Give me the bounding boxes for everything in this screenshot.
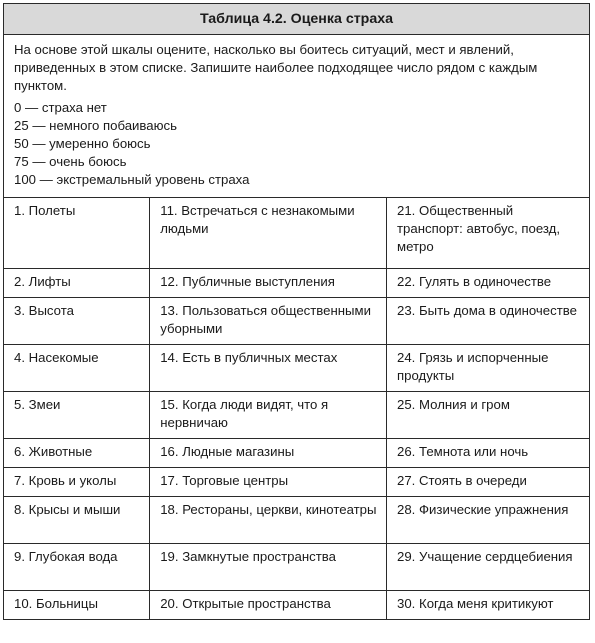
table-cell: 11. Встречаться с незнакомыми людьми xyxy=(150,198,387,269)
table-cell: 2. Лифты xyxy=(4,269,150,298)
table-cell: 16. Людные магазины xyxy=(150,439,387,468)
table-cell: 17. Торговые центры xyxy=(150,468,387,497)
table-row xyxy=(4,198,590,269)
table-row xyxy=(4,392,590,439)
table-cell: 19. Замкнутые пространства xyxy=(150,544,387,591)
table-cell: 1. Полеты xyxy=(4,198,150,269)
scale-level-100: 100 — экстремальный уровень страха xyxy=(14,172,250,187)
table-cell: 12. Публичные выступления xyxy=(150,269,387,298)
fear-rating-table xyxy=(3,3,590,620)
table-row xyxy=(4,544,590,591)
table-title: Таблица 4.2. Оценка страха xyxy=(4,4,590,35)
table-row xyxy=(4,345,590,392)
table-cell: 27. Стоять в очереди xyxy=(387,468,590,497)
instructions-text: На основе этой шкалы оцените, насколько вы боитесь ситуаций, мест и явлений, приведенных в этом списке. Запишите наиболее подходящее число рядом с каждым пунктом. xyxy=(14,42,538,93)
instructions-cell xyxy=(4,35,590,198)
table-cell: 9. Глубокая вода xyxy=(4,544,150,591)
scale-level-25: 25 — немного побаиваюсь xyxy=(14,118,177,133)
table-row xyxy=(4,439,590,468)
table-cell: 15. Когда люди видят, что я нервничаю xyxy=(150,392,387,439)
table-row xyxy=(4,269,590,298)
table-cell: 20. Открытые пространства xyxy=(150,591,387,620)
table-cell: 6. Животные xyxy=(4,439,150,468)
table-cell: 30. Когда меня критикуют xyxy=(387,591,590,620)
table-title-row xyxy=(4,4,590,35)
table-cell: 10. Больницы xyxy=(4,591,150,620)
table-cell: 21. Общественный транспорт: автобус, поезд, метро xyxy=(387,198,590,269)
table-cell: 7. Кровь и уколы xyxy=(4,468,150,497)
table-cell: 29. Учащение сердцебиения xyxy=(387,544,590,591)
scale-level-0: 0 — страха нет xyxy=(14,100,107,115)
scale-level-75: 75 — очень боюсь xyxy=(14,154,127,169)
table-cell: 24. Грязь и испорченные продукты xyxy=(387,345,590,392)
table-cell: 5. Змеи xyxy=(4,392,150,439)
table-cell: 3. Высота xyxy=(4,298,150,345)
instructions-row xyxy=(4,35,590,198)
table-cell: 8. Крысы и мыши xyxy=(4,497,150,544)
table-cell: 22. Гулять в одиночестве xyxy=(387,269,590,298)
fear-rating-document xyxy=(3,3,590,620)
table-row xyxy=(4,497,590,544)
table-cell: 13. Пользоваться общественными уборными xyxy=(150,298,387,345)
table-cell: 4. Насекомые xyxy=(4,345,150,392)
table-cell: 18. Рестораны, церкви, кинотеатры xyxy=(150,497,387,544)
table-cell: 23. Быть дома в одиночестве xyxy=(387,298,590,345)
table-cell: 28. Физические упражнения xyxy=(387,497,590,544)
table-cell: 14. Есть в публичных местах xyxy=(150,345,387,392)
table-cell: 25. Молния и гром xyxy=(387,392,590,439)
table-row xyxy=(4,591,590,620)
table-row xyxy=(4,468,590,497)
table-row xyxy=(4,298,590,345)
scale-level-50: 50 — умеренно боюсь xyxy=(14,136,151,151)
table-cell: 26. Темнота или ночь xyxy=(387,439,590,468)
